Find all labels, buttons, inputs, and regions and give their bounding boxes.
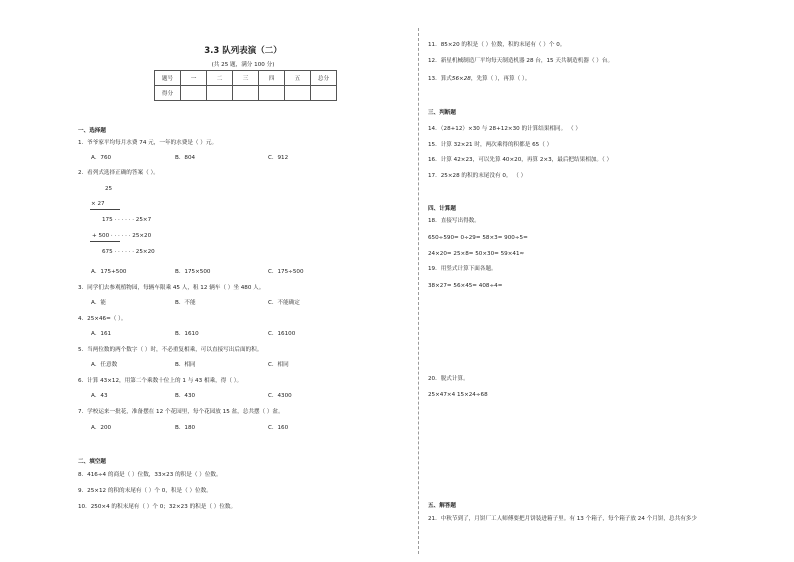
score-table-score-row — [155, 86, 337, 101]
section-heading-judge: 三、判断题 — [428, 110, 456, 116]
question-18-items: 650÷590= 0÷29= 58×3= 900÷5= — [428, 235, 528, 241]
option-b: B．804 — [175, 155, 196, 161]
option-b: B．180 — [175, 425, 196, 431]
question-20-items: 25×47×4 15×24÷68 — [428, 392, 488, 398]
option-a: A．能 — [91, 300, 107, 306]
question-14: 14．（28+12）×30 与 28+12×30 的计算结果相同。 （ ） — [428, 126, 581, 132]
section-heading-fill: 二、填空题 — [78, 459, 106, 465]
question-17: 17．25×28 的积的末尾没有 0。 （ ） — [428, 173, 527, 179]
question-11: 11．85×20 的积是（ ）位数，积的末尾有（ ）个 0。 — [428, 42, 566, 48]
question-2: 2．看列式选择正确的答案（ ）。 — [78, 170, 159, 176]
question-5: 5．当两位数的两个数字（ ）时，不必重复相乘，可以直接写出后面的积。 — [78, 347, 263, 353]
calc-rule — [90, 241, 120, 242]
option-b: B．430 — [175, 393, 196, 399]
score-cell[interactable] — [259, 86, 285, 101]
question-19: 19．用竖式计算下面各题。 — [428, 266, 497, 272]
question-7: 7．学校运来一批花，准备摆在 12 个花园里，每个花园放 15 盆，总共摆（ ）盆。 — [78, 409, 284, 415]
vertical-calc-line: 175 · · · · · · 25×7 — [102, 217, 152, 223]
option-a: A．43 — [91, 393, 108, 399]
score-table-header-row — [155, 71, 337, 86]
vertical-calc-line: × 27 — [91, 201, 105, 207]
page-subtitle: (共 25 题，满分 100 分) — [211, 62, 275, 68]
question-20: 20．脱式计算。 — [428, 376, 469, 382]
question-21: 21．中秋节到了，月饼厂工人师傅要把月饼装进箱子里。有 13 个箱子，每个箱子放 24 个月饼，总共有多少 — [428, 516, 697, 522]
score-header-cell: 题号 — [155, 71, 181, 86]
question-18: 18．直接写出得数。 — [428, 218, 480, 224]
question-12: 12．新星机械制造厂平均每天制造机器 28 台，15 天共制造机器（ ）台。 — [428, 58, 614, 64]
option-a: A．760 — [91, 155, 112, 161]
question-15: 15．计算 32×21 时，两次乘得的积都是 65（ ） — [428, 142, 553, 148]
section-heading-calc: 四、计算题 — [428, 206, 456, 212]
option-c: C．不能确定 — [268, 300, 300, 306]
option-a: A．200 — [91, 425, 112, 431]
left-column — [78, 0, 408, 562]
option-c: C．912 — [268, 155, 289, 161]
option-c: C．175÷500 — [268, 269, 304, 275]
question-1: 1．爷爷家平均每月水费 74 元，一年的水费是（ ）元。 — [78, 140, 218, 146]
option-c: C．16100 — [268, 331, 296, 337]
question-10: 10．250×4 的积末尾有（ ）个 0；32×23 的积是（ ）位数。 — [78, 504, 237, 510]
option-c: C．4300 — [268, 393, 292, 399]
option-b: B．相同 — [175, 362, 196, 368]
question-4: 4．25×46=（ ）。 — [78, 316, 127, 322]
score-header-cell: 三 — [233, 71, 259, 86]
question-3: 3．同学们去参观植物园，每辆车限乘 45 人，租 12 辆车（ ）坐 480 人。 — [78, 285, 265, 291]
question-19-items: 38×27= 56×45= 408÷4= — [428, 283, 503, 289]
question-13-expression: 56×28 — [451, 76, 471, 82]
question-13-prefix: 13．算式 — [428, 76, 452, 82]
option-b: B．1610 — [175, 331, 199, 337]
score-header-cell: 四 — [259, 71, 285, 86]
score-header-cell: 总分 — [311, 71, 337, 86]
calc-rule — [90, 209, 120, 210]
page-title: 3.3 队列表演（二） — [204, 46, 282, 56]
score-cell[interactable] — [207, 86, 233, 101]
section-heading-choice: 一、选择题 — [78, 128, 106, 134]
question-13-suffix: ，先算（ ），再算（ ）。 — [470, 76, 531, 82]
option-b: B．175×500 — [175, 269, 211, 275]
vertical-calc-line: + 500 · · · · · · 25×20 — [92, 233, 152, 239]
option-a: A．175+500 — [91, 269, 127, 275]
option-b: B．不能 — [175, 300, 196, 306]
right-column — [428, 0, 794, 562]
score-cell[interactable] — [285, 86, 311, 101]
score-cell[interactable] — [233, 86, 259, 101]
score-table — [154, 70, 337, 101]
question-13 — [428, 76, 530, 83]
vertical-calc-line: 25 — [105, 186, 113, 192]
score-row-label: 得分 — [155, 86, 181, 101]
question-9: 9．25×12 的积的末尾有（ ）个 0，积是（ ）位数。 — [78, 488, 212, 494]
section-heading-solve: 五、解答题 — [428, 503, 456, 509]
option-c: C．160 — [268, 425, 289, 431]
score-cell[interactable] — [181, 86, 207, 101]
score-cell[interactable] — [311, 86, 337, 101]
option-a: A．161 — [91, 331, 112, 337]
score-header-cell: 二 — [207, 71, 233, 86]
question-16: 16．计算 42×23，可以先算 40×20，再算 2×3，最后把结果相加。（ ） — [428, 157, 613, 163]
option-c: C．相同 — [268, 362, 289, 368]
question-8: 8．416÷4 的商是（ ）位数，33×23 的积是（ ）位数。 — [78, 472, 222, 478]
question-6: 6．计算 43×12，用第二个乘数十位上的 1 与 43 相乘，得（ ）。 — [78, 378, 243, 384]
option-a: A．任意数 — [91, 362, 118, 368]
question-18-items-2: 24×20= 25×8= 50×30= 59×41≈ — [428, 251, 525, 257]
vertical-calc-line: 675 · · · · · · 25×20 — [102, 249, 155, 255]
score-header-cell: 一 — [181, 71, 207, 86]
column-divider — [418, 28, 419, 554]
score-header-cell: 五 — [285, 71, 311, 86]
